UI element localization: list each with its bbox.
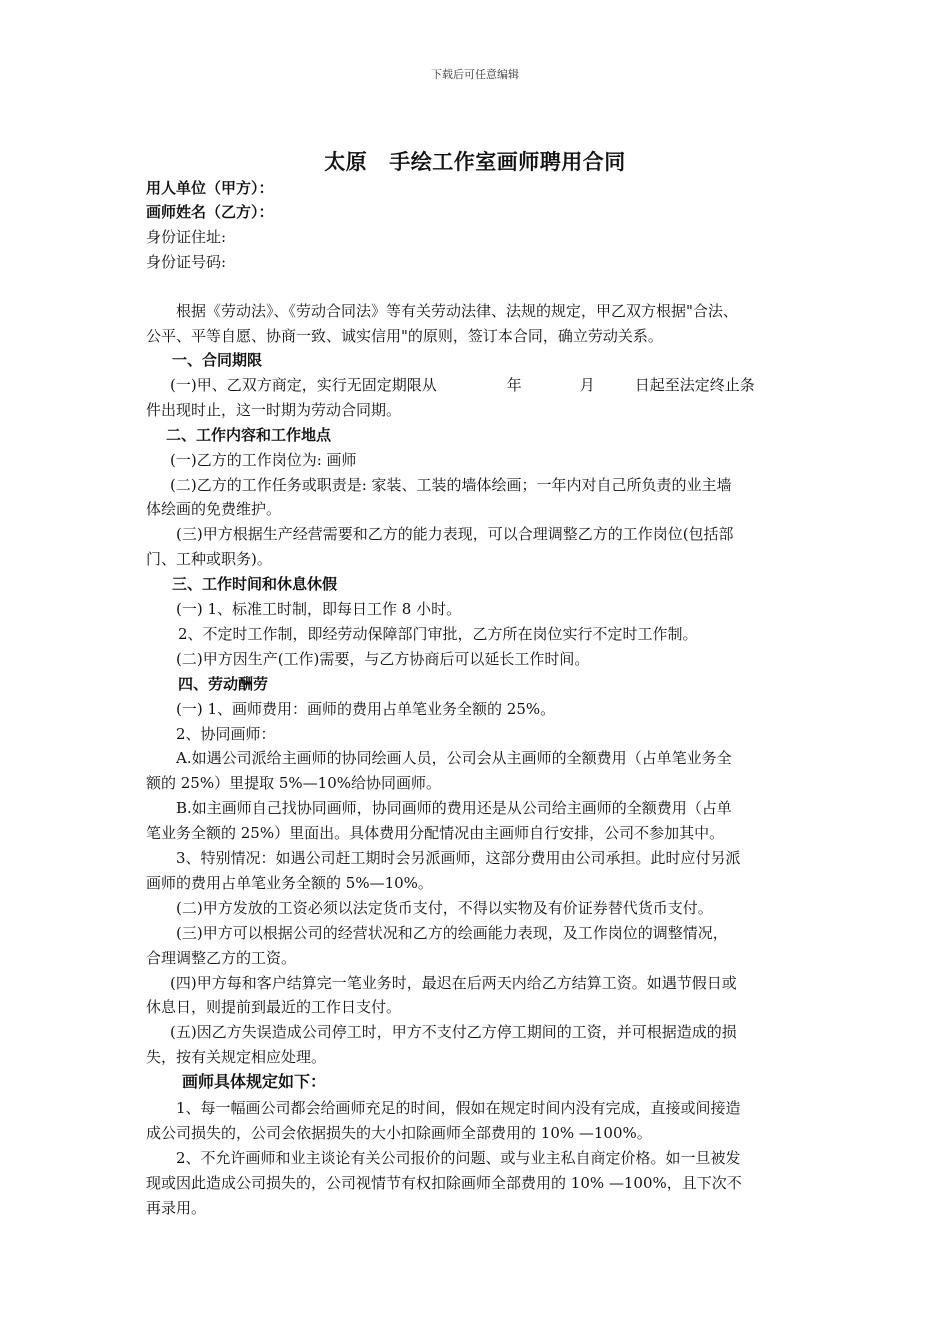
- section-2-heading: 二、工作内容和工作地点: [166, 426, 332, 444]
- id-number-line: 身份证号码:: [146, 253, 227, 271]
- section-3-para-1: (一) 1、标准工时制，即每日工作 8 小时。: [176, 600, 462, 618]
- id-address-line: 身份证住址:: [146, 228, 227, 246]
- section-4-para-2: 2、协同画师：: [176, 725, 276, 743]
- header-watermark: 下载后可任意编辑: [431, 68, 519, 81]
- painter-line: 画师姓名（乙方）：: [146, 203, 274, 221]
- section-1-para-1-cont: 件出现时止，这一时期为劳动合同期。: [146, 401, 402, 419]
- section-4-para-4: (二)甲方发放的工资必须以法定货币支付，不得以实物及有价证券替代货币支付。: [176, 899, 713, 917]
- section-3-heading: 三、工作时间和休息休假: [172, 575, 338, 593]
- section-4-para-1: (一) 1、画师费用：画师的费用占单笔业务全额的 25%。: [176, 700, 556, 718]
- section-4-para-B: B.如主画师自己找协同画师，协同画师的费用还是从公司给主画师的全额费用（占单: [176, 799, 732, 817]
- section-4-para-3: 3、特别情况：如遇公司赶工期时会另派画师，这部分费用由公司承担。此时应付另派: [176, 849, 741, 867]
- section-4-para-7: (五)因乙方失误造成公司停工时，甲方不支付乙方停工期间的工资，并可根据造成的损: [170, 1023, 737, 1041]
- rule-2-cont-2: 再录用。: [146, 1199, 207, 1217]
- section-4-para-3-cont: 画师的费用占单笔业务全额的 5%—10%。: [146, 874, 433, 892]
- contract-title: [0, 146, 950, 176]
- section-4-para-5: (三)甲方可以根据公司的经营状况和乙方的绘画能力表现，及工作岗位的调整情况，: [176, 924, 728, 942]
- section-2-para-2: (二)乙方的工作任务或职责是: 家装、工装的墙体绘画；一年内对自己所负责的业主墙: [170, 476, 732, 494]
- section-2-para-3: (三)甲方根据生产经营需要和乙方的能力表现，可以合理调整乙方的工作岗位(包括部: [176, 525, 734, 543]
- section-4-para-7-cont: 失，按有关规定相应处理。: [146, 1048, 327, 1066]
- section-1-heading: 一、合同期限: [172, 351, 263, 369]
- title-city: 太原: [324, 149, 368, 174]
- section-3-para-2: 2、不定时工作制，即经劳动保障部门审批，乙方所在岗位实行不定时工作制。: [178, 625, 698, 643]
- rule-2: 2、不允许画师和业主谈论有关公司报价的问题、或与业主私自商定价格。如一旦被发: [176, 1149, 741, 1167]
- section-4-heading: 四、劳动酬劳: [178, 675, 269, 693]
- section-4-para-5-cont: 合理调整乙方的工资。: [146, 949, 297, 967]
- intro-line-1: 根据《劳动法》、《劳动合同法》等有关劳动法律、法规的规定，甲乙双方根据"合法、: [176, 302, 738, 320]
- employer-line: 用人单位（甲方）：: [146, 179, 274, 197]
- intro-line-2: 公平、平等自愿、协商一致、诚实信用"的原则，签订本合同，确立劳动关系。: [146, 327, 663, 345]
- section-4-para-B-cont: 笔业务全额的 25%）里面出。具体费用分配情况由主画师自行安排，公司不参加其中。: [146, 824, 725, 842]
- section-2-para-1: (一)乙方的工作岗位为: 画师: [170, 451, 357, 469]
- section-1-para-1: (一)甲、乙双方商定，实行无固定期限从 年 月 日起至法定终止条: [170, 376, 755, 394]
- rule-2-cont-1: 现或因此造成公司损失的，公司视情节有权扣除画师全部费用的 10% —100%，且下次不: [146, 1174, 742, 1192]
- rule-1-cont: 成公司损失的，公司会依据损失的大小扣除画师全部费用的 10% —100%。: [146, 1124, 652, 1142]
- section-2-para-2-cont: 体绘画的免费维护。: [146, 500, 282, 518]
- section-4-para-6: (四)甲方每和客户结算完一笔业务时，最迟在后两天内给乙方结算工资。如遇节假日或: [170, 974, 737, 992]
- title-main: 手绘工作室画师聘用合同: [389, 149, 626, 174]
- section-2-para-3-cont: 门、工种或职务)。: [146, 550, 272, 568]
- rules-heading: 画师具体规定如下：: [182, 1072, 327, 1091]
- section-4-para-6-cont: 休息日，则提前到最近的工作日支付。: [146, 998, 402, 1016]
- section-3-para-3: (二)甲方因生产(工作)需要，与乙方协商后可以延长工作时间。: [176, 650, 590, 668]
- section-4-para-A-cont: 额的 25%）里提取 5%—10%给协同画师。: [146, 774, 442, 792]
- rule-1: 1、每一幅画公司都会给画师充足的时间，假如在规定时间内没有完成，直接或间接造: [176, 1099, 741, 1117]
- section-4-para-A: A.如遇公司派给主画师的协同绘画人员，公司会从主画师的全额费用（占单笔业务全: [176, 749, 732, 767]
